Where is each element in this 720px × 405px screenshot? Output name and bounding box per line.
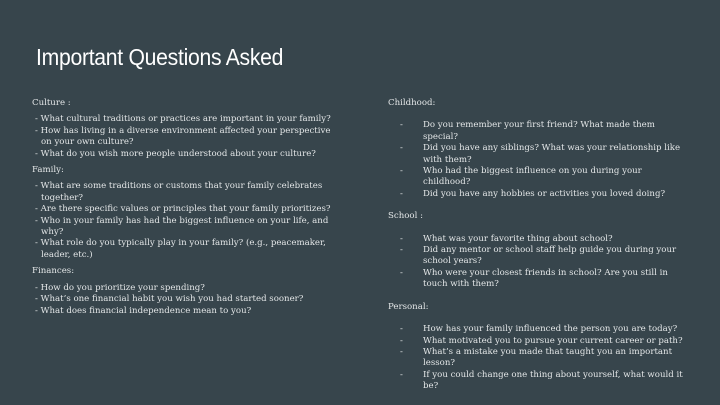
question-item: - How do you prioritize your spending? (32, 283, 342, 294)
question-item: - What was your favorite thing about school? (388, 234, 688, 245)
question-item: - If you could change one thing about yourself, what would it be? (388, 370, 688, 393)
question-item: - How has your family influenced the person you are today? (388, 324, 688, 335)
question-item: - Are there specific values or principles that your family prioritizes? (32, 204, 342, 215)
question-item: - Who had the biggest influence on you during your childhood? (388, 166, 688, 189)
finances-section (32, 266, 342, 317)
question-item: - Do you remember your first friend? What made them special? (388, 120, 688, 143)
question-item: - Who in your family has had the biggest influence on your life, and why? (32, 216, 342, 239)
question-item: - What role do you typically play in your family? (e.g., peacemaker, leader, etc.) (32, 238, 342, 261)
question-item: - Who were your closest friends in school? Are you still in touch with them? (388, 268, 688, 291)
personal-section (388, 302, 688, 393)
section-heading: Culture : (32, 98, 71, 108)
question-item: - What does financial independence mean to you? (32, 306, 342, 317)
section-heading: Finances: (32, 266, 75, 277)
question-list (32, 114, 342, 160)
slide-title: Important Questions Asked (36, 44, 284, 70)
section-heading: Personal: (388, 301, 429, 312)
question-item: - How has living in a diverse environment affected your perspective on your own culture? (32, 126, 342, 149)
question-list (388, 324, 688, 392)
section-heading: School : (388, 211, 423, 222)
question-item: - What motivated you to pursue your current career or path? (388, 336, 688, 347)
question-item: - What cultural traditions or practices are important in your family? (32, 114, 342, 125)
question-list (388, 120, 688, 200)
question-item: - Did any mentor or school staff help guide you during your school years? (388, 245, 688, 268)
left-column (32, 98, 342, 322)
culture-section (32, 98, 342, 160)
question-item: - Did you have any hobbies or activities you loved doing? (388, 189, 688, 200)
school-section (388, 211, 688, 290)
section-heading: Family: (32, 165, 64, 176)
question-list (388, 234, 688, 291)
section-heading: Childhood: (388, 98, 436, 108)
question-item: - Did you have any siblings? What was your relationship like with them? (388, 143, 688, 166)
question-item: - What’s one financial habit you wish you had started sooner? (32, 294, 342, 305)
question-item: - What do you wish more people understood about your culture? (32, 149, 342, 160)
question-item: - What’s a mistake you made that taught you an important lesson? (388, 347, 688, 370)
family-section (32, 165, 342, 261)
question-list (32, 181, 342, 261)
childhood-section (388, 98, 688, 200)
question-list (32, 283, 342, 317)
right-column (388, 98, 688, 404)
question-item: - What are some traditions or customs that your family celebrates together? (32, 181, 342, 204)
